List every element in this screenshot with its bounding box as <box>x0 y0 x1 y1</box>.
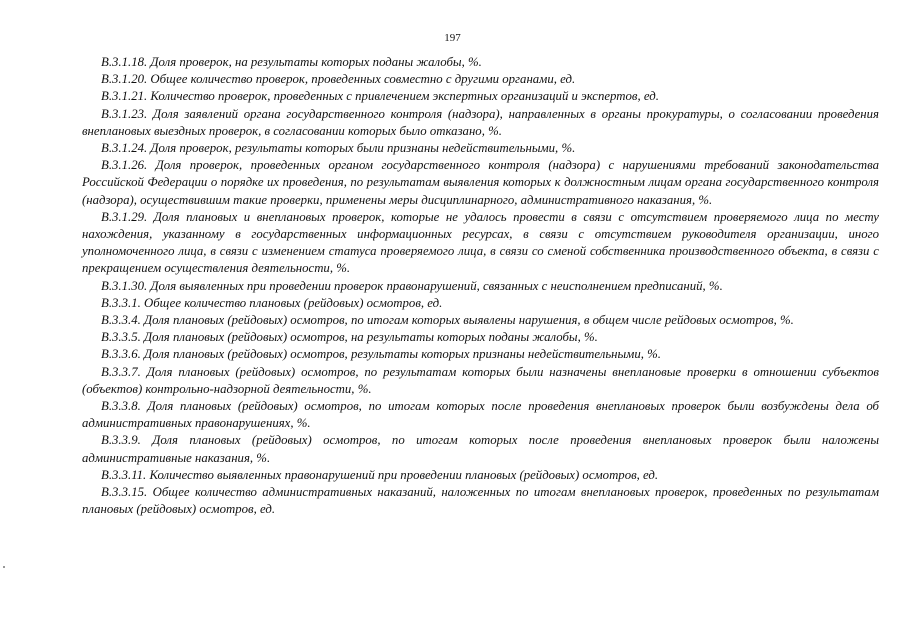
paragraph-b-3-3-7: В.3.3.7. Доля плановых (рейдовых) осмотров, по результатам которых были назначены внеплановые проверки в отношении субъектов (объектов) контрольно-надзорной деятельности, %. <box>82 364 879 396</box>
paragraph-b-3-1-21: В.3.1.21. Количество проверок, проведенных с привлечением экспертных организаций и экспертов, ед. <box>101 89 659 104</box>
paragraph-b-3-1-18: В.3.1.18. Доля проверок, на результаты которых поданы жалобы, %. <box>101 55 482 69</box>
paragraph-b-3-1-20: В.3.1.20. Общее количество проверок, проведенных совместно с другими органами, ед. <box>101 72 576 87</box>
document-body <box>82 54 879 518</box>
paragraph-b-3-3-11: В.3.3.11. Количество выявленных правонарушений при проведении плановых (рейдовых) осмотров, ед. <box>101 467 659 482</box>
page-number: 197 <box>444 32 461 44</box>
paragraph-b-3-1-30: В.3.1.30. Доля выявленных при проведении проверок правонарушений, связанных с неисполнением предписаний, %. <box>101 278 723 293</box>
paragraph-b-3-1-23: В.3.1.23. Доля заявлений органа государственного контроля (надзора), направленных в органы прокуратуры, о согласовании проведения внеплановых выездных проверок, в согласовании которых было отказано, %. <box>82 106 879 138</box>
paragraph-b-3-3-5: В.3.3.5. Доля плановых (рейдовых) осмотров, на результаты которых поданы жалобы, %. <box>101 330 598 345</box>
paragraph-b-3-3-15: В.3.3.15. Общее количество административных наказаний, наложенных по итогам внеплановых проверок, проведенных по результатам плановых (рейдовых) осмотров, ед. <box>82 485 879 517</box>
paragraph-b-3-1-24: В.3.1.24. Доля проверок, результаты которых были признаны недействительными, %. <box>101 141 576 156</box>
paragraph-b-3-3-1: В.3.3.1. Общее количество плановых (рейдовых) осмотров, ед. <box>101 295 443 310</box>
paragraph-b-3-3-8: В.3.3.8. Доля плановых (рейдовых) осмотров, по итогам которых после проведения внеплановых проверок были возбуждены дела об административных правонарушениях, %. <box>82 399 879 431</box>
paragraph-b-3-1-26: В.3.1.26. Доля проверок, проведенных органом государственного контроля (надзора) с нарушениями требований законодательства Российской Федерации о порядке их проведения, по результатам выявления которых к должностным лицам органа государственного контроля (надзора), осуществившим такие проверки, применены меры дисциплинарного, административного наказания, %. <box>82 158 879 207</box>
scan-speck <box>3 566 5 568</box>
paragraph-b-3-3-9: В.3.3.9. Доля плановых (рейдовых) осмотров, по итогам которых после проведения внеплановых проверок были наложены административные наказания, %. <box>82 433 879 465</box>
paragraph-b-3-1-29: В.3.1.29. Доля плановых и внеплановых проверок, которые не удалось провести в связи с отсутствием проверяемого лица по месту нахождения, указанному в государственных информационных ресурсах, в связи с отсутствием руководителя организации, иного уполномоченного лица, в связи с изменением статуса проверяемого лица, в связи со сменой собственника производственного объекта, в связи с прекращением осуществления деятельности, %. <box>82 209 879 276</box>
paragraph-b-3-3-4: В.3.3.4. Доля плановых (рейдовых) осмотров, по итогам которых выявлены нарушения, в общем числе рейдовых осмотров, %. <box>101 313 794 328</box>
paragraph-b-3-3-6: В.3.3.6. Доля плановых (рейдовых) осмотров, результаты которых признаны недействительными, %. <box>101 347 662 362</box>
